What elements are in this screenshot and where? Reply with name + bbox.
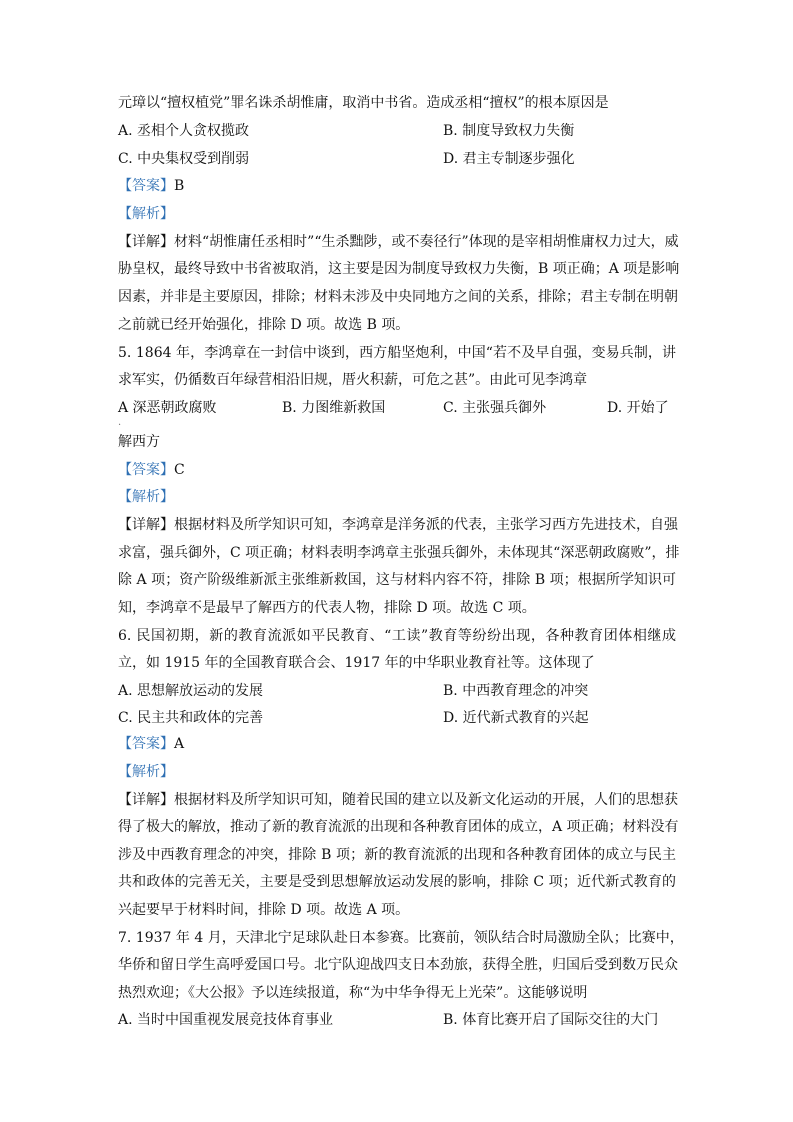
q6-option-c: C. 民主共和政体的完善 [118,710,264,726]
q6-detail-line-1 [118,790,676,810]
q5-option-b: B. 力图维新救国 [282,400,386,416]
q5-detail-line-1 [118,515,676,535]
q4-answer-line [118,176,184,196]
q4-option-d: D. 君主专制逐步强化 [443,151,575,167]
q4-detail-text-1: 材料“胡惟庸任丞相时”“生杀黜陟，或不奏径行”体现的是宰相胡惟庸权力过大，威 [174,234,679,250]
q5-detail-line-2: 求富，强兵御外，C 项正确；材料表明李鸿章主张强兵御外，未体现其“深恶朝政腐败”，排 [118,545,680,561]
detail-tag: 【详解】 [118,234,174,250]
detail-tag: 【详解】 [118,517,174,533]
detail-tag: 【详解】 [118,792,174,808]
q4-answer: B [174,178,185,194]
q5-option-a: A 深恶朝政腐败 [118,400,217,416]
q5-analysis-line [118,487,174,507]
q6-option-a: A. 思想解放运动的发展 [118,683,264,699]
q5-detail-text-1: 根据材料及所学知识可知，李鸿章是洋务派的代表，主张学习西方先进技术，自强 [174,517,678,533]
q4-stem: 元璋以“擅权植党”罪名诛杀胡惟庸，取消中书省。造成丞相“擅权”的根本原因是 [118,95,609,111]
q5-stem-line-2: 求军实，仍循数百年绿营相沿旧规，厝火积薪，可危之甚”。由此可见李鸿章 [118,372,588,388]
analysis-tag: 【解析】 [118,489,174,505]
q5-stem-line-1: 5. 1864 年，李鸿章在一封信中谈到，西方船坚炮利，中国“若不及早自强，变易兵制，讲 [118,345,676,361]
q6-detail-line-3: 涉及中西教育理念的冲突，排除 B 项；新的教育流派的出现和各种教育团体的成立与民主 [118,847,676,863]
q7-stem-line-1: 7. 1937 年 4 月，天津北宁足球队赴日本参赛。比赛前，领队结合时局激励全队；比赛中， [118,930,684,946]
q5-option-d-continued: 解西方 [118,434,160,450]
answer-tag: 【答案】 [118,178,174,194]
q4-detail-line-2: 胁皇权，最终导致中书省被取消，这主要是因为制度导致权力失衡，B 项正确；A 项是影响 [118,261,680,277]
q5-answer-line [118,460,185,480]
q4-detail-line-3: 因素，并非是主要原因，排除；材料未涉及中央同地方之间的关系，排除；君主专制在明朝 [118,289,678,305]
answer-tag: 【答案】 [118,462,174,478]
q6-option-d: D. 近代新式教育的兴起 [443,710,589,726]
q5-option-c: C. 主张强兵御外 [443,400,547,416]
q4-analysis-line [118,204,174,224]
q4-option-c: C. 中央集权受到削弱 [118,151,250,167]
q5-option-d: D. 开始了 [607,400,669,416]
q5-answer: C [174,462,185,478]
q5-detail-line-3: 除 A 项；资产阶级维新派主张维新救国，这与材料内容不符，排除 B 项；根据所学知识可 [118,572,676,588]
q6-option-b: B. 中西教育理念的冲突 [443,683,589,699]
q6-analysis-line [118,762,174,782]
analysis-tag: 【解析】 [118,206,174,222]
analysis-tag: 【解析】 [118,764,174,780]
q6-answer: A [174,736,185,752]
q6-stem-line-1: 6. 民国初期，新的教育流派如平民教育、“工读”教育等纷纷出现，各种教育团体相继成 [118,628,676,644]
q7-option-b: B. 体育比赛开启了国际交往的大门 [443,1012,659,1028]
q6-answer-line [118,734,184,754]
q4-detail-line-1 [118,232,679,252]
q4-option-b: B. 制度导致权力失衡 [443,123,575,139]
q7-stem-line-2: 华侨和留日学生高呼爱国口号。北宁队迎战四支日本劲旅，获得全胜，归国后受到数万民众 [118,957,678,973]
q4-detail-line-4: 之前就已经开始强化，排除 D 项。故选 B 项。 [118,317,410,333]
answer-tag: 【答案】 [118,736,174,752]
q6-detail-line-5: 兴起要早于材料时间，排除 D 项。故选 A 项。 [118,902,410,918]
q6-stem-line-2: 立，如 1915 年的全国教育联合会、1917 年的中华职业教育社等。这体现了 [118,655,595,671]
q6-detail-text-1: 根据材料及所学知识可知，随着民国的建立以及新文化运动的开展，人们的思想获 [174,792,678,808]
q7-option-a: A. 当时中国重视发展竞技体育事业 [118,1012,334,1028]
q5-detail-line-4: 知，李鸿章不是最早了解西方的代表人物，排除 D 项。故选 C 项。 [118,600,536,616]
q7-stem-line-3: 热烈欢迎；《大公报》予以连续报道，称“为中华争得无上光荣”。这能够说明 [118,985,588,1001]
stray-mark: · [118,420,122,431]
q4-option-a: A. 丞相个人贪权揽政 [118,123,250,139]
q6-detail-line-2: 得了极大的解放，推动了新的教育流派的出现和各种教育团体的成立，A 项正确；材料没有 [118,819,679,835]
q6-detail-line-4: 共和政体的完善无关，主要是受到思想解放运动发展的影响，排除 C 项；近代新式教育的 [118,874,676,890]
